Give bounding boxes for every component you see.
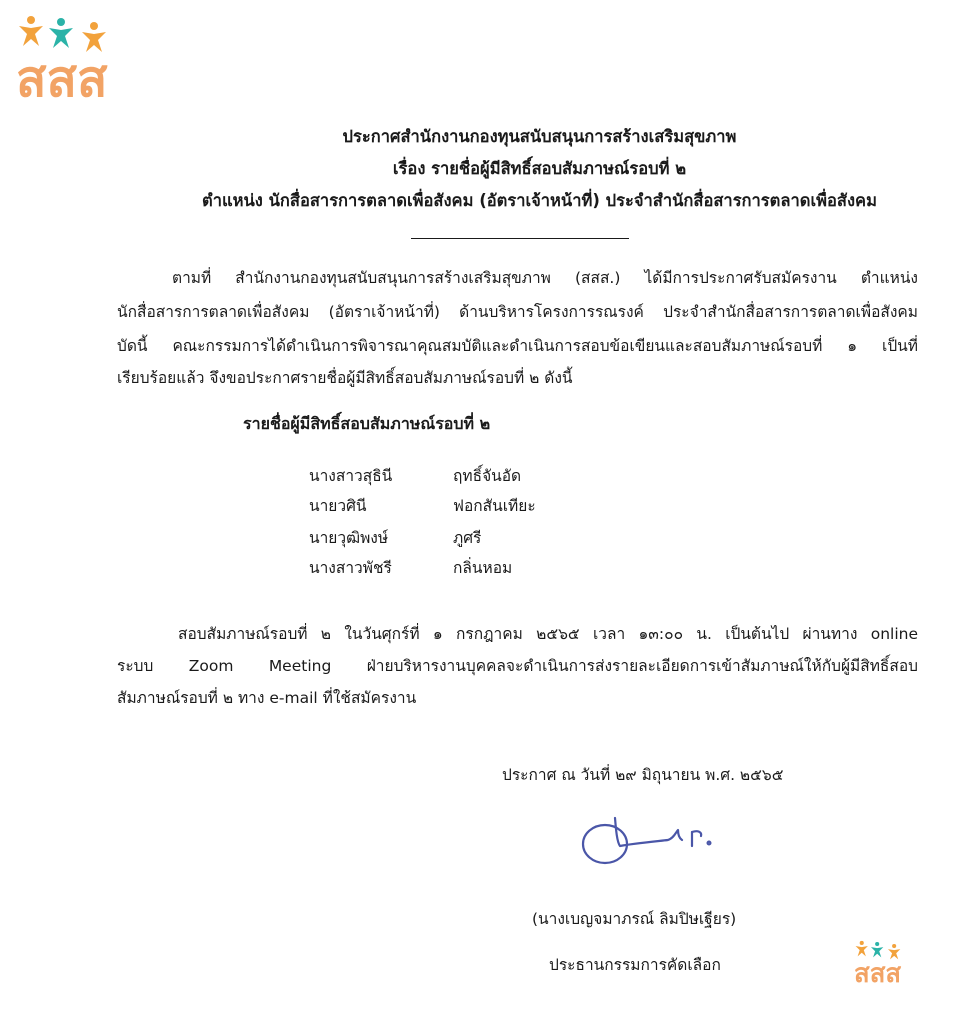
interview-paragraph-line: สอบสัมภาษณ์รอบที่ ๒ ในวันศุกร์ที่ ๑ กรกฎาคม ๒๕๖๕ เวลา ๑๓:๐๐ น. เป็นต้นไป ผ่านทาง online (178, 625, 918, 643)
signer-title: ประธานกรรมการคัดเลือก (549, 956, 721, 974)
candidate-last-name: ฟอกสันเทียะ (453, 497, 536, 515)
intro-paragraph-line: ตามที่ สำนักงานกองทุนสนับสนุนการสร้างเสริมสุขภาพ (สสส.) ได้มีการประกาศรับสมัครงาน ตำแหน่ง (172, 269, 918, 287)
handwritten-signature (570, 810, 740, 870)
announcement-date: ประกาศ ณ วันที่ ๒๙ มิถุนายน พ.ศ. ๒๕๖๕ (502, 766, 784, 784)
thaihealth-logo-small (853, 936, 925, 988)
candidate-last-name: ฤทธิ์จันอัด (453, 467, 522, 485)
star-figure-icon (19, 16, 43, 46)
intro-paragraph-line: เรียบร้อยแล้ว จึงขอประกาศรายชื่อผู้มีสิทธิ์สอบสัมภาษณ์รอบที่ ๒ ดังนี้ (117, 369, 573, 387)
candidate-row (0, 528, 959, 552)
candidate-first-name: นายวศินี (309, 497, 367, 515)
candidate-first-name: นางสาวพัชรี (309, 559, 392, 577)
candidate-row (0, 558, 959, 582)
interview-paragraph-line: ระบบ Zoom Meeting ฝ่ายบริหารงานบุคคลจะดำเนินการส่งรายละเอียดการเข้าสัมภาษณ์ให้กับผู้มีสิทธิ์สอบ (117, 657, 918, 675)
candidate-row (0, 496, 959, 520)
star-figure-icon (871, 942, 883, 957)
star-figure-icon (856, 941, 868, 956)
candidate-list-heading: รายชื่อผู้มีสิทธิ์สอบสัมภาษณ์รอบที่ ๒ (243, 414, 491, 433)
signer-name: (นางเบญจมาภรณ์ ลิมปิษเฐียร) (532, 910, 737, 928)
thaihealth-logo (14, 12, 154, 102)
star-figure-icon (82, 22, 106, 52)
candidate-first-name: นางสาวสุธินี (309, 467, 393, 485)
intro-paragraph-line: บัดนี้ คณะกรรมการได้ดำเนินการพิจารณาคุณสมบัติและดำเนินการสอบข้อเขียนและสอบสัมภาษณ์รอบที่ ๑ เป็นที่ (117, 337, 918, 355)
position-title: ตำแหน่ง นักสื่อสารการตลาดเพื่อสังคม (อัตราเจ้าหน้าที่) ประจำสำนักสื่อสารการตลาดเพื่อสังคม (202, 191, 877, 210)
candidate-first-name: นายวุฒิพงษ์ (309, 529, 389, 547)
svg-text:สสส: สสส (16, 50, 108, 102)
interview-paragraph-line: สัมภาษณ์รอบที่ ๒ ทาง e-mail ที่ใช้สมัครงาน (117, 689, 417, 707)
candidate-row (0, 466, 959, 490)
intro-paragraph-line: นักสื่อสารการตลาดเพื่อสังคม (อัตราเจ้าหน้าที่) ด้านบริหารโครงการรณรงค์ ประจำสำนักสื่อสารการตลาดเพื่อสังคม (117, 303, 918, 321)
candidate-last-name: ภูศรี (453, 529, 482, 547)
star-figure-icon (888, 944, 900, 959)
title-underline (411, 238, 629, 239)
announcement-title: ประกาศสำนักงานกองทุนสนับสนุนการสร้างเสริมสุขภาพ (342, 127, 737, 146)
star-figure-icon (49, 18, 73, 48)
announcement-subject: เรื่อง รายชื่อผู้มีสิทธิ์สอบสัมภาษณ์รอบที่ ๒ (392, 159, 687, 178)
svg-text:สสส: สสส (854, 959, 902, 988)
candidate-last-name: กลิ่นหอม (453, 559, 513, 577)
